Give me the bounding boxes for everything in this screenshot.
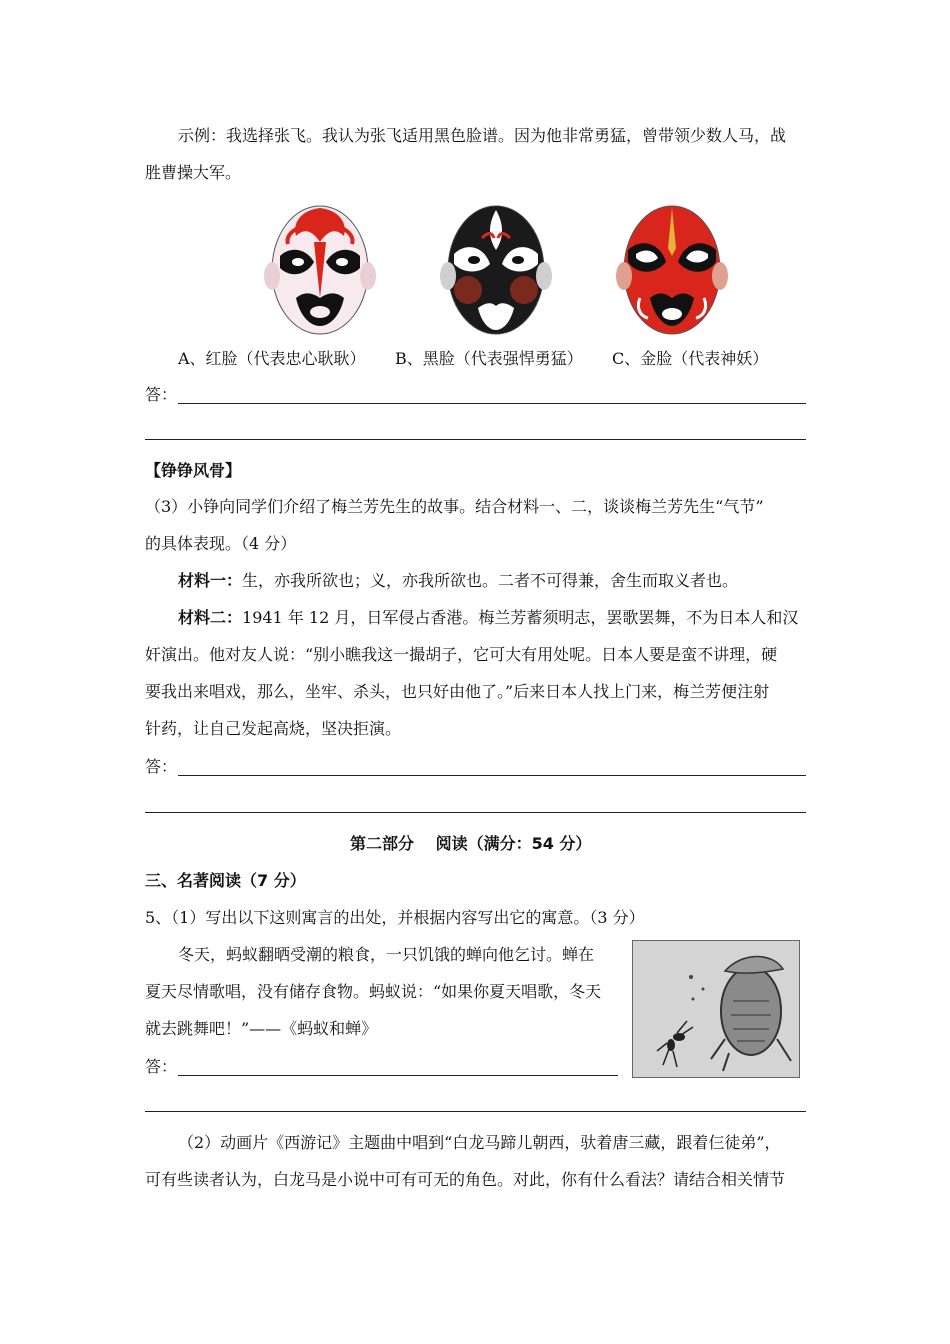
question-3-line-1: （3）小铮向同学们介绍了梅兰芳先生的故事。结合材料一、二，谈谈梅兰芳先生“气节” <box>145 497 764 516</box>
fable-line-2: 夏天尽情歌唱，没有储存食物。蚂蚁说：“如果你夏天唱歌，冬天 <box>145 982 602 1001</box>
black-face-mask-image <box>438 198 554 338</box>
section-3-heading: 三、名著阅读（7 分） <box>145 871 306 890</box>
answer-line[interactable] <box>145 812 806 813</box>
fable-line-1: 冬天，蚂蚁翻晒受潮的粮食，一只饥饿的蝉向他乞讨。蝉在 <box>178 945 595 964</box>
part-2-title: 第二部分 阅读（满分：54 分） <box>350 834 592 853</box>
material-2-label: 材料二： <box>178 608 243 627</box>
answer-line[interactable] <box>145 1111 806 1112</box>
material-2-text-1: 1941 年 12 月，日军侵占香港。梅兰芳蓄须明志，罢歌罢舞，不为日本人和汉 <box>242 608 799 627</box>
material-1-text: 生，亦我所欲也；义，亦我所欲也。二者不可得兼，舍生而取义者也。 <box>242 571 739 590</box>
answer-line[interactable] <box>145 439 806 440</box>
material-1-label: 材料一： <box>178 571 243 590</box>
answer-label: 答： <box>145 757 178 776</box>
answer-line[interactable] <box>178 1075 618 1076</box>
material-2-line-2: 奸演出。他对友人说：“别小瞧我这一撮胡子，它可大有用处呢。日本人要是蛮不讲理，硬 <box>145 645 778 664</box>
material-1 <box>178 571 738 591</box>
red-face-mask-image <box>262 198 378 338</box>
material-2-line-1 <box>178 608 798 628</box>
ant-and-cicada-drawing <box>633 941 799 1077</box>
question-5-2-line-1: （2）动画片《西游记》主题曲中唱到“白龙马蹄儿朝西，驮着唐三藏，跟着仨徒弟”， <box>178 1133 781 1152</box>
material-2-line-3: 要我出来唱戏，那么，坐牢、杀头，也只好由他了。”后来日本人找上门来，梅兰芳便注射 <box>145 682 770 701</box>
question-3-line-2: 的具体表现。（4 分） <box>145 534 297 553</box>
material-2-line-4: 针药，让自己发起高烧，坚决拒演。 <box>145 719 402 738</box>
example-line-2: 胜曹操大军。 <box>145 163 242 182</box>
section-heading-fengu: 【铮铮风骨】 <box>145 461 242 480</box>
answer-label: 答： <box>145 1057 178 1076</box>
question-5-2-line-2: 可有些读者认为，白龙马是小说中可有可无的角色。对此，你有什么看法？请结合相关情节 <box>145 1170 786 1189</box>
mask-caption-a: A、红脸（代表忠心耿耿） <box>178 349 366 368</box>
answer-line[interactable] <box>178 403 806 404</box>
example-line-1: 示例：我选择张飞。我认为张飞适用黑色脸谱。因为他非常勇猛，曾带领少数人马，战 <box>178 126 787 145</box>
question-5-1: 5、（1）写出以下这则寓言的出处，并根据内容写出它的寓意。（3 分） <box>145 908 645 927</box>
mask-caption-c: C、金脸（代表神妖） <box>612 349 769 368</box>
ant-and-cicada-illustration <box>632 940 800 1078</box>
answer-label: 答： <box>145 385 178 404</box>
answer-line[interactable] <box>178 775 806 776</box>
gold-face-mask-image <box>614 198 730 338</box>
fable-line-3: 就去跳舞吧！”——《蚂蚁和蝉》 <box>145 1019 378 1038</box>
mask-caption-b: B、黑脸（代表强悍勇猛） <box>395 349 583 368</box>
